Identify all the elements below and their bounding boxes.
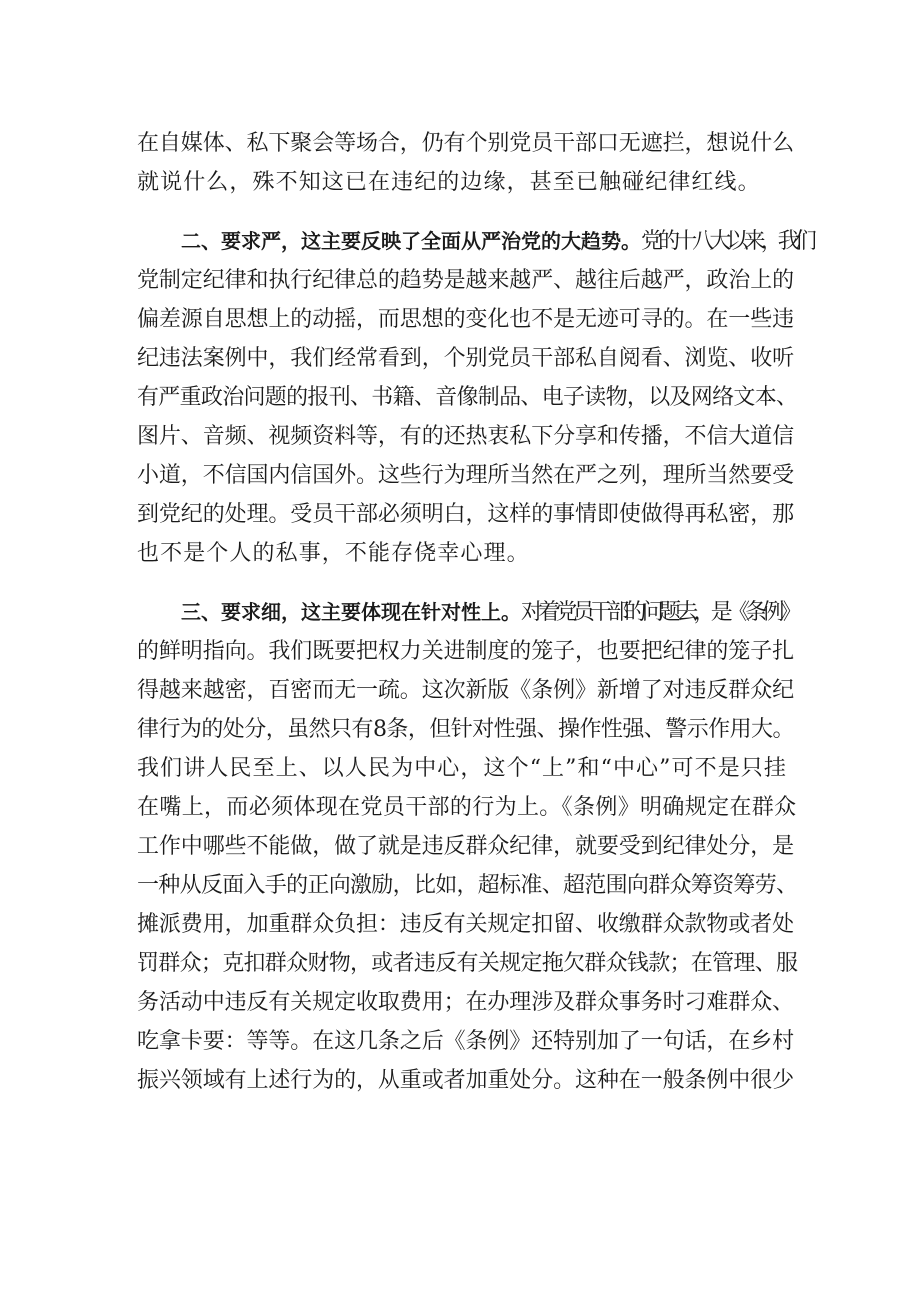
section-2-heading: 二、要求严，这主要反映了全面从严治党的大趋势。	[181, 229, 641, 253]
paragraph-gap	[137, 573, 797, 593]
paragraph-2-line-4: 纪违法案例中，我们经常看到，个别党员干部私自阅看、浏览、收听	[137, 346, 795, 371]
paragraph-3-line-8: 一种从反面入手的正向激励，比如，超标准、超范围向群众筹资筹劳、	[137, 873, 798, 898]
body-text	[137, 124, 813, 1100]
paragraph-3-line-1-text: 对着党员干部的问题去，是《条例》	[521, 600, 798, 625]
paragraph-3-line-9: 摊派费用，加重群众负担：违反有关规定扣留、收缴群众款物或者处	[137, 912, 795, 937]
paragraph-3-line-1	[137, 593, 797, 632]
paragraph-2-line-9: 也不是个人的私事，不能存侥幸心理。	[137, 541, 530, 566]
paragraph-3-line-5: 我们讲人民至上、以人民为中心，这个“上”和“中心”可不是只挂	[137, 756, 787, 781]
paragraph-3-line-2: 的鲜明指向。我们既要把权力关进制度的笼子，也要把纪律的笼子扎	[137, 639, 795, 664]
paragraph-2-line-3: 偏差源自思想上的动摇，而思想的变化也不是无迹可寻的。在一些违	[137, 307, 795, 332]
paragraph-2-line-5: 有严重政治问题的报刊、书籍、音像制品、电子读物，以及网络文本、	[137, 385, 798, 410]
section-3-heading: 三、要求细，这主要体现在针对性上。	[181, 600, 521, 624]
paragraph-3-line-6: 在嘴上，而必须体现在党员干部的行为上。《条例》明确规定在群众	[137, 795, 797, 820]
paragraph-gap	[137, 202, 797, 222]
paragraph-2-line-6: 图片、音频、视频资料等，有的还热衷私下分享和传播，不信大道信	[137, 424, 795, 449]
paragraph-2-line-7: 小道，不信国内信国外。这些行为理所当然在严之列，理所当然要受	[137, 463, 795, 488]
paragraph-2-line-1	[137, 222, 813, 261]
paragraph-3-line-11: 务活动中违反有关规定收取费用；在办理涉及群众事务时刁难群众、	[137, 990, 795, 1015]
paragraph-2-line-8: 到党纪的处理。受员干部必须明白，这样的事情即使做得再私密，那	[137, 502, 795, 527]
paragraph-1-line-2: 就说什么，殊不知这已在违纪的边缘，甚至已触碰纪律红线。	[137, 170, 761, 195]
paragraph-2-line-1-text: 党的十八大以来，我们	[641, 229, 813, 254]
paragraph-1-line-1: 在自媒体、私下聚会等场合，仍有个别党员干部口无遮拦，想说什么	[137, 131, 795, 156]
paragraph-3-line-12: 吃拿卡要：等等。在这几条之后《条例》还特别加了一句话，在乡村	[137, 1029, 795, 1054]
paragraph-3-line-4: 律行为的处分，虽然只有8条，但针对性强、操作性强、警示作用大。	[137, 717, 794, 742]
paragraph-3-line-7: 工作中哪些不能做，做了就是违反群众纪律，就要受到纪律处分，是	[137, 834, 795, 859]
paragraph-3-line-3: 得越来越密，百密而无一疏。这次新版《条例》新增了对违反群众纪	[137, 678, 795, 703]
paragraph-3-line-10: 罚群众；克扣群众财物，或者违反有关规定拖欠群众钱款；在管理、服	[137, 951, 798, 976]
paragraph-2-line-2: 党制定纪律和执行纪律总的趋势是越来越严、越往后越严，政治上的	[137, 268, 795, 293]
paragraph-3-line-13: 振兴领域有上述行为的，从重或者加重处分。这种在一般条例中很少	[137, 1068, 795, 1093]
